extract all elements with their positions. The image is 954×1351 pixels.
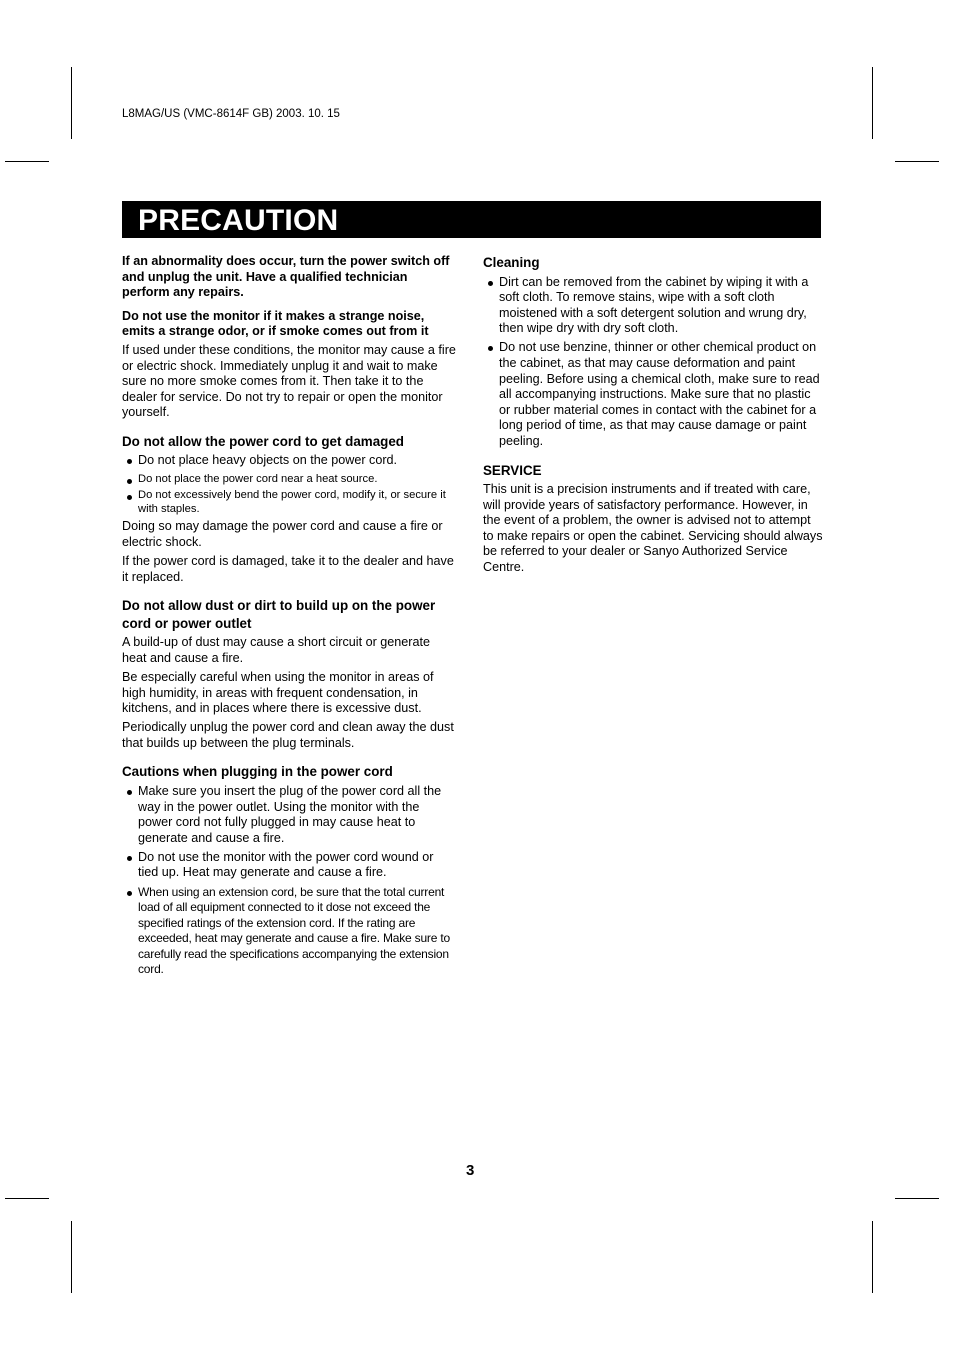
right-column xyxy=(483,254,823,579)
crop-mark-top-right-horizontal xyxy=(895,161,939,162)
strange-noise-paragraph: If used under these conditions, the monitor may cause a fire or electric shock. Immediately unplug it and wait to make sure no more smoke comes from it. Then take it to the dealer for service. Do not try to repair or open the monitor yourself. xyxy=(122,342,456,420)
list-item: Dirt can be removed from the cabinet by wiping it with a soft cloth. To remove stains, wipe with a soft cloth moistened with a soft detergent solution and wrung dry, then wipe dry with dry soft cloth. xyxy=(483,275,823,337)
cleaning-heading: Cleaning xyxy=(483,255,540,270)
power-cord-damage-heading: Do not allow the power cord to get damaged xyxy=(122,433,404,449)
page-title: PRECAUTION xyxy=(122,201,821,238)
crop-mark-bottom-right-vertical xyxy=(872,1221,873,1293)
power-cord-damage-paragraph-1: Doing so may damage the power cord and cause a fire or electric shock. xyxy=(122,519,443,550)
power-cord-damage-paragraph-2: If the power cord is damaged, take it to the dealer and have it replaced. xyxy=(122,554,454,584)
list-item: Make sure you insert the plug of the power cord all the way in the power outlet. Using the monitor with the power cord not fully plugged in may cause heat to generate and cause a fire. xyxy=(122,784,457,846)
crop-mark-top-left-horizontal xyxy=(5,161,49,162)
plugging-cautions-list xyxy=(122,784,457,978)
service-heading: SERVICE xyxy=(483,462,542,478)
list-item: Do not place heavy objects on the power cord. xyxy=(122,453,457,469)
dust-dirt-paragraph-3: Periodically unplug the power cord and clean away the dust that builds up between the plug terminals. xyxy=(122,720,454,750)
service-paragraph: This unit is a precision instruments and if treated with care, will provide years of satisfactory performance. However, in the event of a problem, the owner is advised not to attempt to make repairs or open the cabinet. Servicing should always be referred to your dealer or Sanyo Authorized Service Centre. xyxy=(483,482,823,574)
crop-mark-bottom-left-vertical xyxy=(71,1221,72,1293)
page-number: 3 xyxy=(466,1162,475,1179)
crop-mark-top-right-vertical xyxy=(872,67,873,139)
dust-dirt-paragraph-2: Be especially careful when using the monitor in areas of high humidity, in areas with frequent condensation, in kitchens, and in places where there is excessive dust. xyxy=(122,669,434,716)
list-item: When using an extension cord, be sure that the total current load of all equipment connected to it dose not exceed the specified ratings of the extension cord. If the rating are exceeded, heat may generate and cause a fire. Make sure to carefully read the specifications accompanying the extension cord. xyxy=(122,885,457,979)
dust-dirt-heading: Do not allow dust or dirt to build up on the power cord or power outlet xyxy=(122,598,436,631)
crop-mark-bottom-left-horizontal xyxy=(5,1198,49,1199)
list-item: Do not use benzine, thinner or other chemical product on the cabinet, as that may cause deformation and paint peeling. Before using a chemical cloth, make sure to read all accompanying instructions. Make sure that no plastic or rubber material comes in contact with the cabinet for a long period of time, as that may cause damage or paint peeling. xyxy=(483,340,823,449)
plugging-cautions-heading: Cautions when plugging in the power cord xyxy=(122,764,393,780)
strange-noise-warning: Do not use the monitor if it makes a strange noise, emits a strange odor, or if smoke comes out from it xyxy=(122,308,429,339)
cleaning-list xyxy=(483,275,823,450)
crop-mark-top-left-vertical xyxy=(71,67,72,139)
left-column xyxy=(122,254,457,982)
dust-dirt-paragraph-1: A build-up of dust may cause a short circuit or generate heat and cause a fire. xyxy=(122,635,431,665)
list-item: Do not excessively bend the power cord, modify it, or secure it with staples. xyxy=(122,489,457,517)
list-item: Do not use the monitor with the power cord wound or tied up. Heat may generate and cause a fire. xyxy=(122,850,457,881)
crop-mark-bottom-right-horizontal xyxy=(895,1198,939,1199)
abnormality-warning: If an abnormality does occur, turn the power switch off and unplug the unit. Have a qualified technician perform any repairs. xyxy=(122,254,450,300)
list-item: Do not place the power cord near a heat source. xyxy=(122,473,457,487)
power-cord-damage-list xyxy=(122,453,457,516)
document-id: L8MAG/US (VMC-8614F GB) 2003. 10. 15 xyxy=(122,108,340,120)
